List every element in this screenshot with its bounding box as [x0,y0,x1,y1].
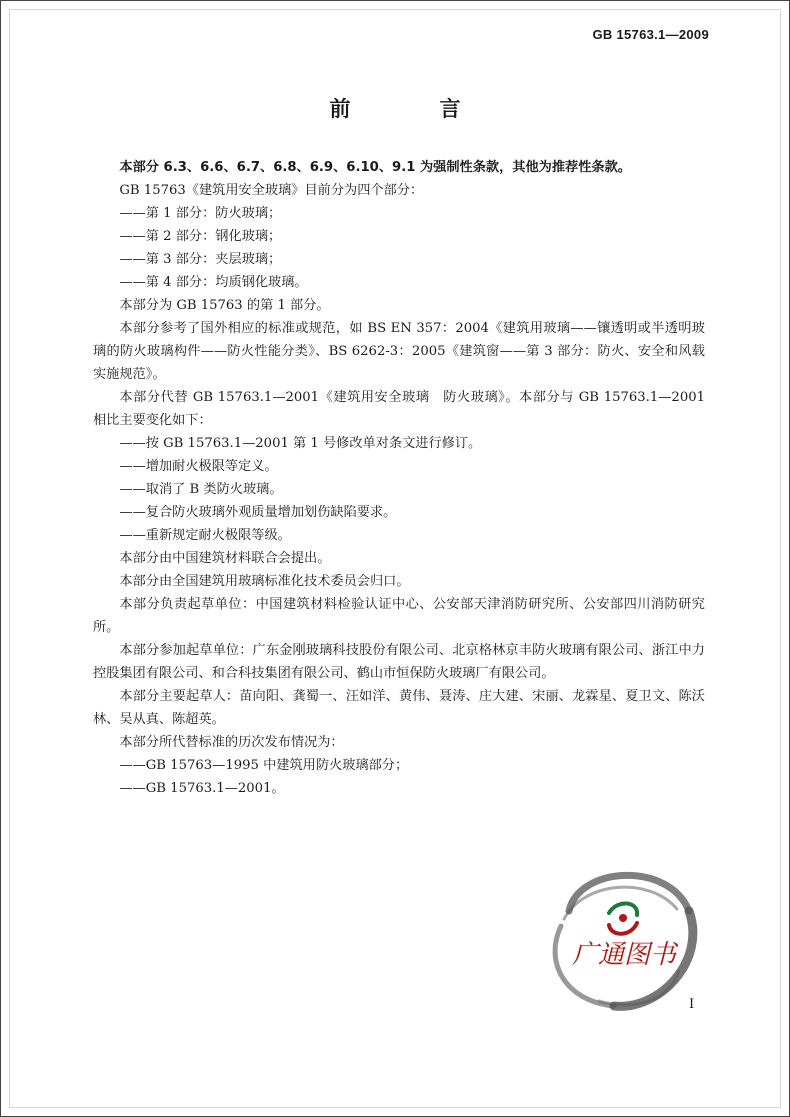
replacement-paragraph: 本部分代替 GB 15763.1—2001《建筑用安全玻璃 防火玻璃》。本部分与 GB 15763.1—2001 相比主要变化如下： [93,390,705,428]
paragraph: 本部分为 GB 15763 的第 1 部分。 [119,298,330,313]
list-item: ——GB 15763.1—2001。 [119,781,285,796]
drafters-paragraph: 本部分主要起草人：苗向阳、龚蜀一、汪如洋、黄伟、聂涛、庄大建、宋丽、龙霖星、夏卫文、陈沃林、吴从真、陈超英。 [93,689,705,727]
list-item: ——重新规定耐火极限等级。 [119,528,291,543]
publisher-stamp [539,851,709,1021]
parts-intro-paragraph: GB 15763《建筑用安全玻璃》目前分为四个部分： [119,183,424,198]
page-number: I [689,997,695,1012]
list-item: ——第 2 部分：钢化玻璃； [119,229,282,244]
list-item: ——按 GB 15763.1—2001 第 1 号修改单对条文进行修订。 [119,436,482,451]
stamp-text: 广通图书 [571,940,677,970]
list-item: ——第 1 部分：防火玻璃； [119,206,282,221]
foreword-body [93,156,705,800]
reference-paragraph: 本部分参考了国外相应的标准或规范，如 BS EN 357：2004《建筑用玻璃——镶透明或半透明玻璃的防火玻璃构件——防火性能分类》、BS 6262-3：2005《建筑窗——第 3 部分：防火、安全和风载实施规范》。 [93,321,705,382]
list-item: ——增加耐火极限等定义。 [119,459,278,474]
page-title: 前 言 [329,97,495,121]
list-item: ——取消了 B 类防火玻璃。 [119,482,283,497]
mandatory-clause-paragraph: 本部分 6.3、6.6、6.7、6.8、6.9、6.10、9.1 为强制性条款，其他为推荐性条款。 [119,160,631,175]
list-item: ——复合防火玻璃外观质量增加划伤缺陷要求。 [119,505,397,520]
drafting-units-paragraph: 本部分负责起草单位：中国建筑材料检验认证中心、公安部天津消防研究所、公安部四川消防研究所。 [93,597,705,635]
participating-units-paragraph: 本部分参加起草单位：广东金刚玻璃科技股份有限公司、北京格林京丰防火玻璃有限公司、浙江中力控股集团有限公司、和合科技集团有限公司、鹤山市恒保防火玻璃厂有限公司。 [93,643,705,681]
list-item: ——GB 15763—1995 中建筑用防火玻璃部分； [119,758,409,773]
logo-icon [609,903,637,933]
standard-code-header: GB 15763.1—2009 [592,27,709,42]
paragraph: 本部分由中国建筑材料联合会提出。 [119,551,331,566]
paragraph: 本部分由全国建筑用玻璃标准化技术委员会归口。 [119,574,410,589]
list-item: ——第 4 部分：均质钢化玻璃。 [119,275,308,290]
list-item: ——第 3 部分：夹层玻璃； [119,252,282,267]
paragraph: 本部分所代替标准的历次发布情况为： [119,735,344,750]
